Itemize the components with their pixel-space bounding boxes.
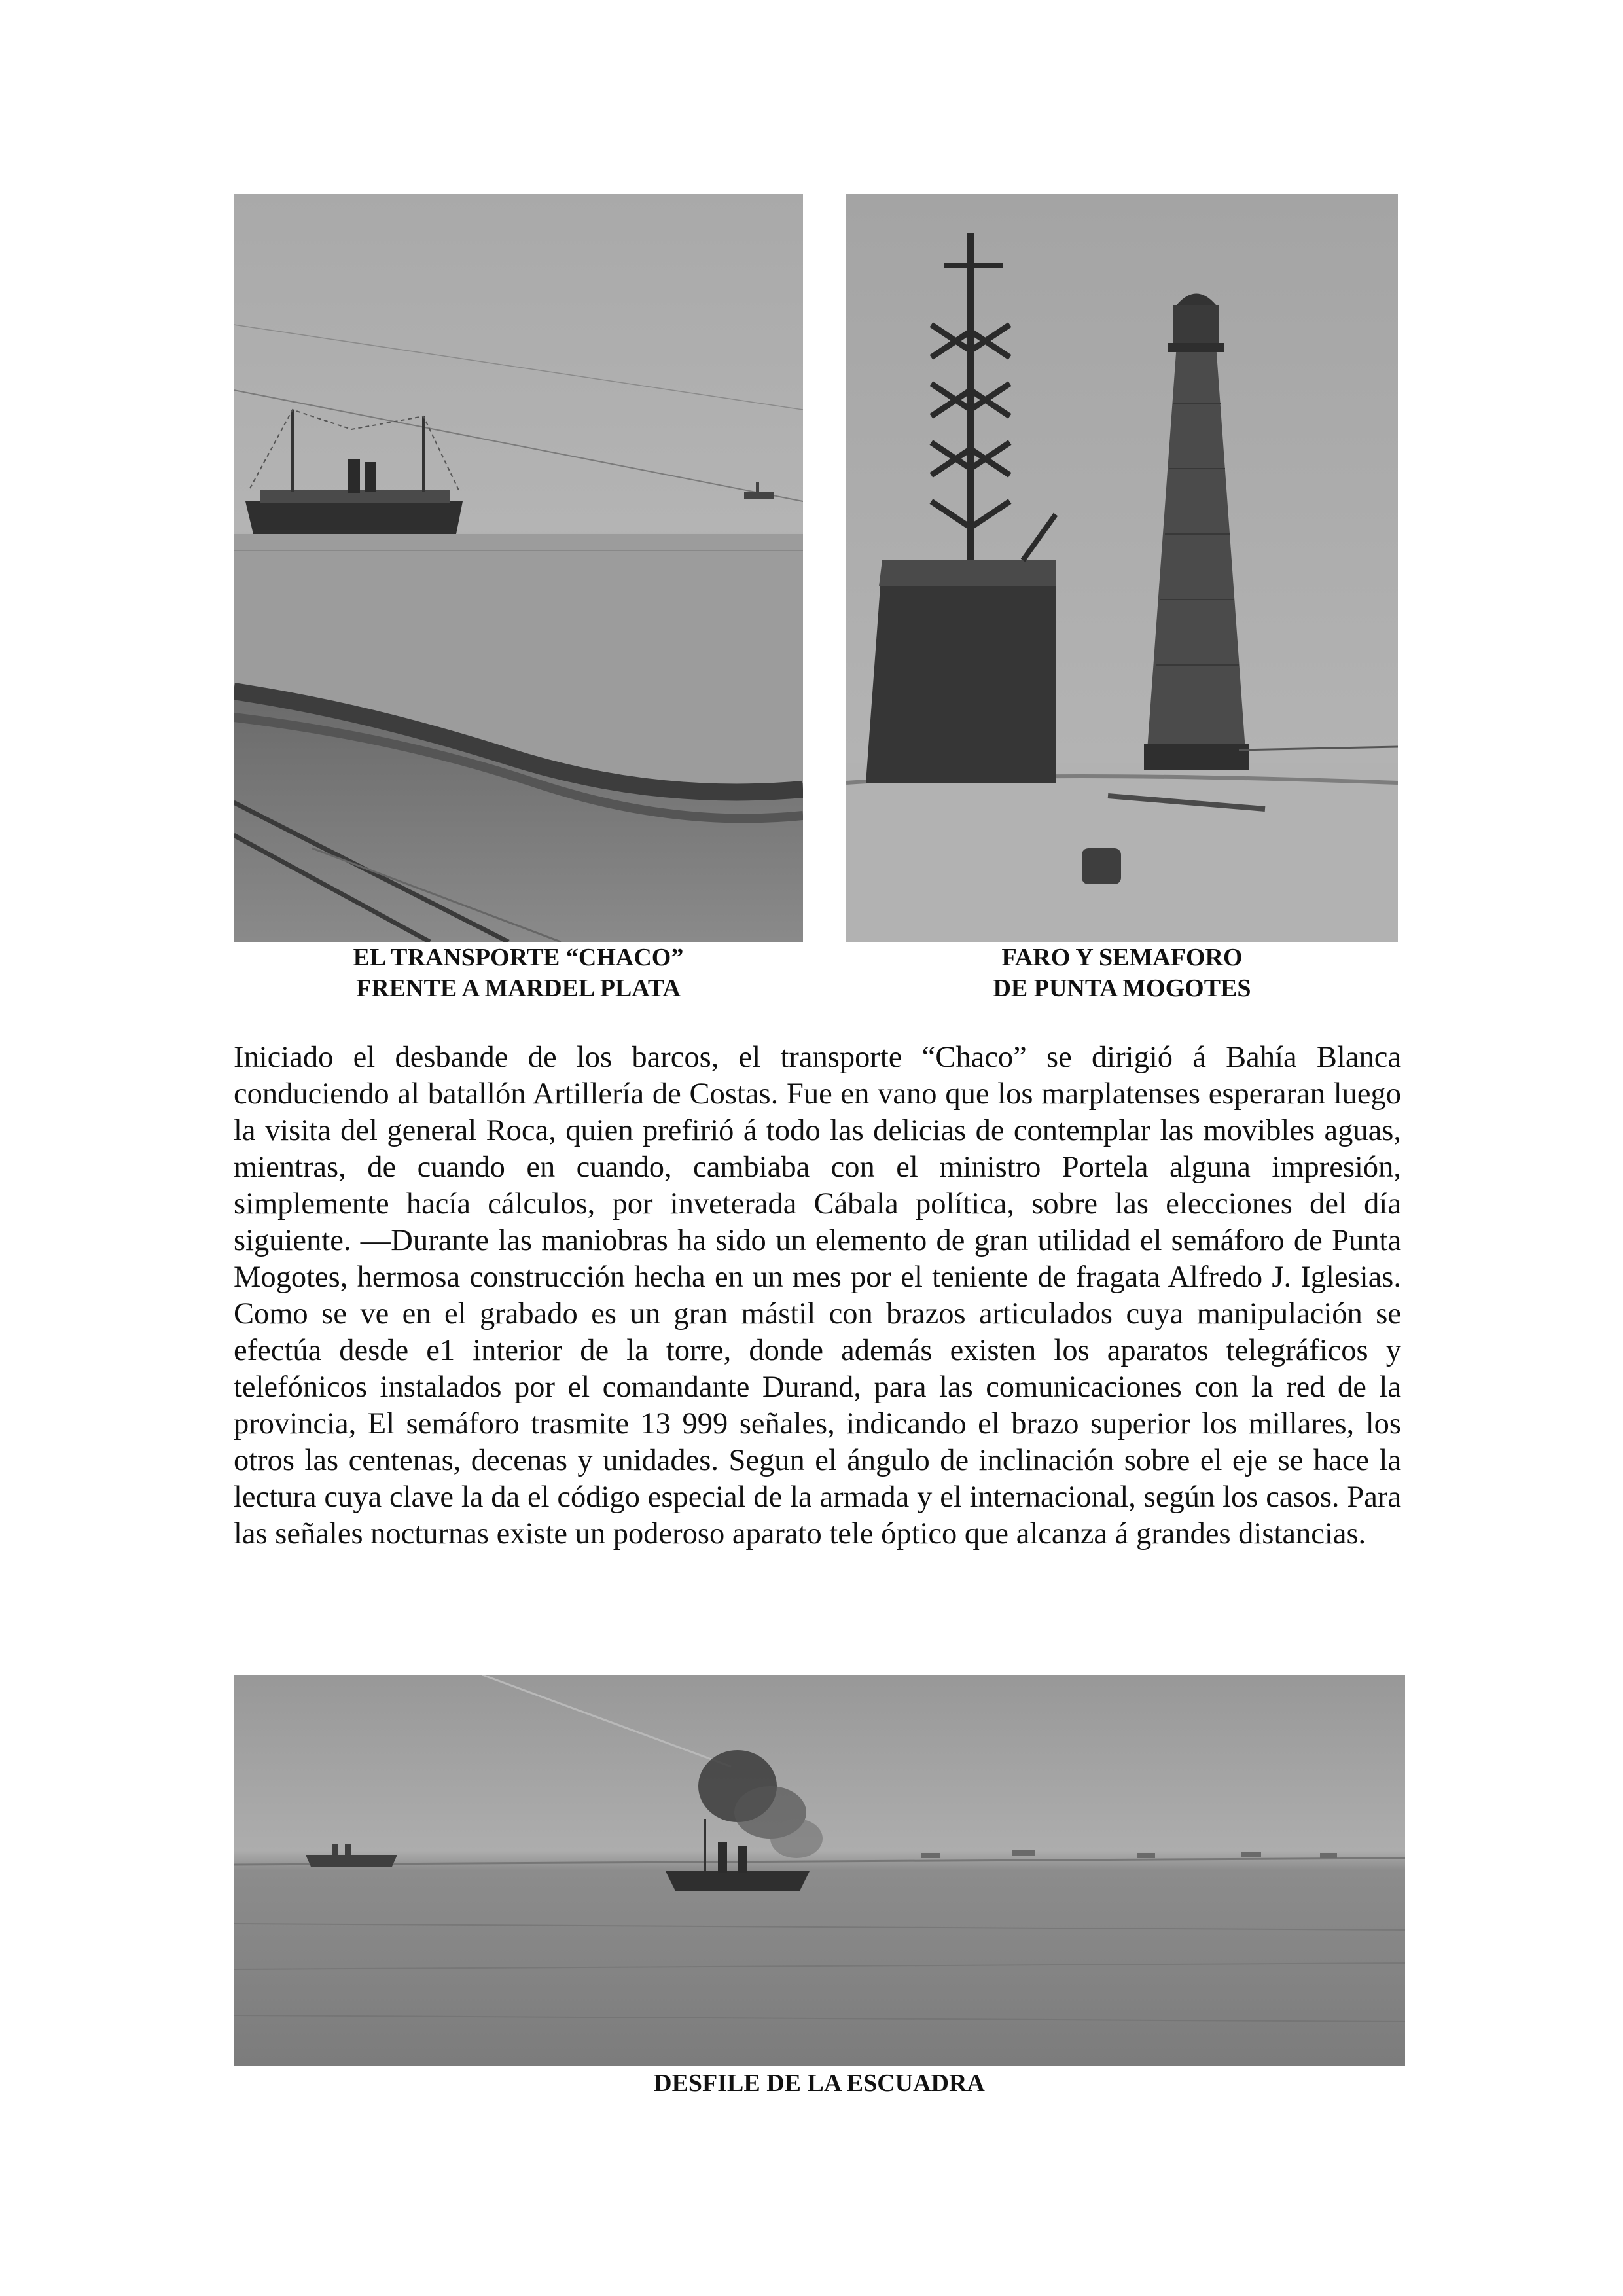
caption-photo-transport-chaco bbox=[234, 942, 803, 1004]
caption-line: DE PUNTA MOGOTES bbox=[993, 975, 1251, 1002]
caption-line: FARO Y SEMAFORO bbox=[1001, 944, 1243, 971]
ship-photo-image bbox=[234, 194, 803, 942]
caption-photo-lighthouse-semaphore bbox=[846, 942, 1398, 1004]
caption-line: FRENTE A MARDEL PLATA bbox=[356, 975, 681, 1002]
photo-transport-chaco bbox=[234, 194, 803, 942]
photo-lighthouse-semaphore bbox=[846, 194, 1398, 942]
caption-line: DESFILE DE LA ESCUADRA bbox=[654, 2070, 985, 2097]
body-paragraph: Iniciado el desbande de los barcos, el transporte “Chaco” se dirigió á Bahía Blanca conduciendo al batallón Artillería de Costas. Fue en vano que los marplatenses esperaran luego la visita del general Roca, quien prefirió á todo las delicias de contemplar las movibles aguas, mientras, de cuando en cuando, cambiaba con el ministro Portela alguna impresión, simplemente hacía cálculos, por inveterada Cábala política, sobre las elecciones del día siguiente. —Durante las maniobras ha sido un elemento de gran utilidad el semáforo de Punta Mogotes, hermosa construcción hecha en un mes por el teniente de fragata Alfredo J. Iglesias. Como se ve en el grabado es un gran mástil con brazos articulados cuya manipulación se efectúa desde e1 interior de la torre, donde además existen los aparatos telegráficos y telefónicos instalados por el comandante Durand, para las comunicaciones con la red de la provincia, El semáforo trasmite 13 999 señales, indicando el brazo superior los millares, los otros las centenas, decenas y unidades. Segun el ángulo de inclinación sobre el eje se hace la lectura cuya clave la da el código especial de la armada y el internacional, según los casos. Para las señales nocturnas existe un poderoso aparato tele óptico que alcanza á grandes distancias. bbox=[234, 1041, 1401, 1551]
caption-line: EL TRANSPORTE “CHACO” bbox=[353, 944, 684, 971]
fleet-photo-image bbox=[234, 1675, 1405, 2066]
lighthouse-photo-image bbox=[846, 194, 1398, 942]
caption-photo-fleet-parade bbox=[234, 2068, 1405, 2099]
photo-fleet-parade bbox=[234, 1675, 1405, 2066]
